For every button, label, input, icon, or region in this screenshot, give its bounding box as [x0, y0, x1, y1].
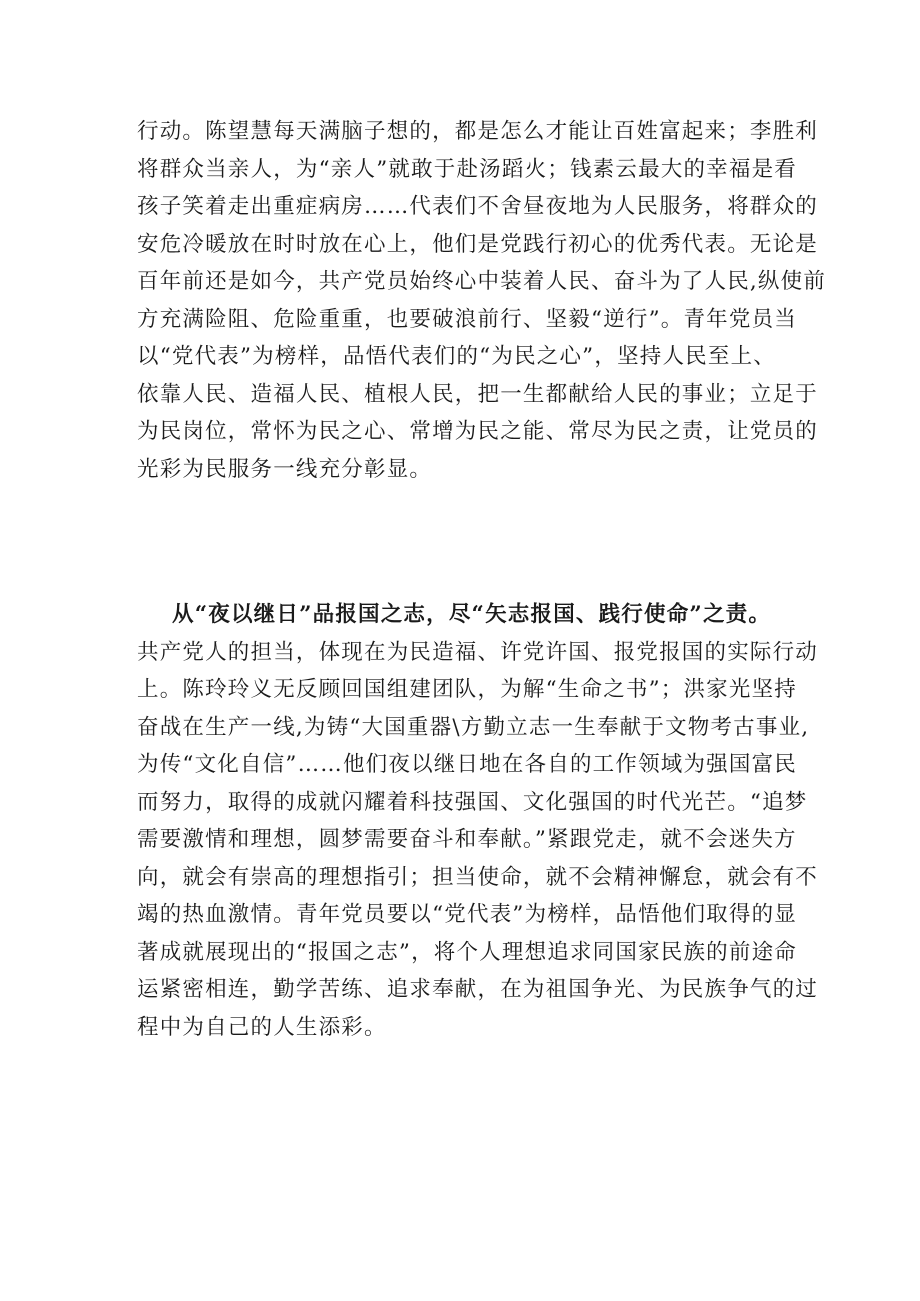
text-line: 程中为自己的人生添彩。 — [137, 1014, 387, 1040]
text-line: 需要激情和理想，圆梦需要奋斗和奉献。”紧跟党走，就不会迷失方 — [137, 827, 797, 852]
text-line: 著成就展现出的“报国之志”，将个人理想追求同国家民族的前途命 — [137, 939, 797, 965]
text-line: 竭的热血激情。青年党员要以“党代表”为榜样，品悟他们取得的显 — [137, 902, 797, 927]
text-line: 安危冷暖放在时时放在心上，他们是党践行初心的优秀代表。无论是 — [137, 231, 819, 257]
text-line: 百年前还是如今，共产党员始终心中装着人民、奋斗为了人民,纵使前 — [137, 269, 827, 294]
paragraph-2 — [137, 596, 819, 1046]
text-line: 行动。陈望慧每天满脑子想的，都是怎么才能让百姓富起来；李胜利 — [137, 119, 819, 144]
text-line: 为传“文化自信”……他们夜以继日地在各自的工作领域为强国富民 — [137, 752, 797, 777]
text-line: 共产党人的担当，体现在为民造福、许党许国、报党报国的实际行动 — [137, 639, 819, 665]
text-line: 上。陈玲玲义无反顾回国组建团队，为解“生命之书”；洪家光坚持 — [137, 677, 797, 702]
section-heading: 从“夜以继日”品报国之志，尽“矢志报国、践行使命”之责。 — [172, 602, 772, 627]
text-line: 孩子笑着走出重症病房……代表们不舍昼夜地为人民服务，将群众的 — [137, 194, 819, 219]
text-line: 为民岗位，常怀为民之心、常增为民之能、常尽为民之责，让党员的 — [137, 419, 819, 444]
text-line: 依靠人民、造福人民、植根人民，把一生都献给人民的事业；立足于 — [137, 381, 819, 407]
text-line: 向，就会有崇高的理想指引；担当使命，就不会精神懈怠，就会有不 — [137, 864, 819, 890]
text-line: 奋战在生产一线,为铸“大国重器\方勤立志一生奉献于文物考古事业, — [137, 714, 810, 740]
text-line: 光彩为民服务一线充分彰显。 — [137, 456, 433, 482]
text-line: 方充满险阻、危险重重，也要破浪前行、坚毅“逆行”。青年党员当 — [137, 306, 797, 332]
text-line: 而努力，取得的成就闪耀着科技强国、文化强国的时代光芒。“追梦 — [137, 789, 808, 815]
text-line: 运紧密相连，勤学苦练、追求奉献，在为祖国争光、为民族争气的过 — [137, 977, 819, 1002]
text-line: 将群众当亲人，为“亲人”就敢于赴汤蹈火；钱素云最大的幸福是看 — [137, 156, 797, 182]
paragraph-1 — [137, 113, 827, 488]
text-line: 以“党代表”为榜样，品悟代表们的“为民之心”，坚持人民至上、 — [137, 344, 776, 369]
